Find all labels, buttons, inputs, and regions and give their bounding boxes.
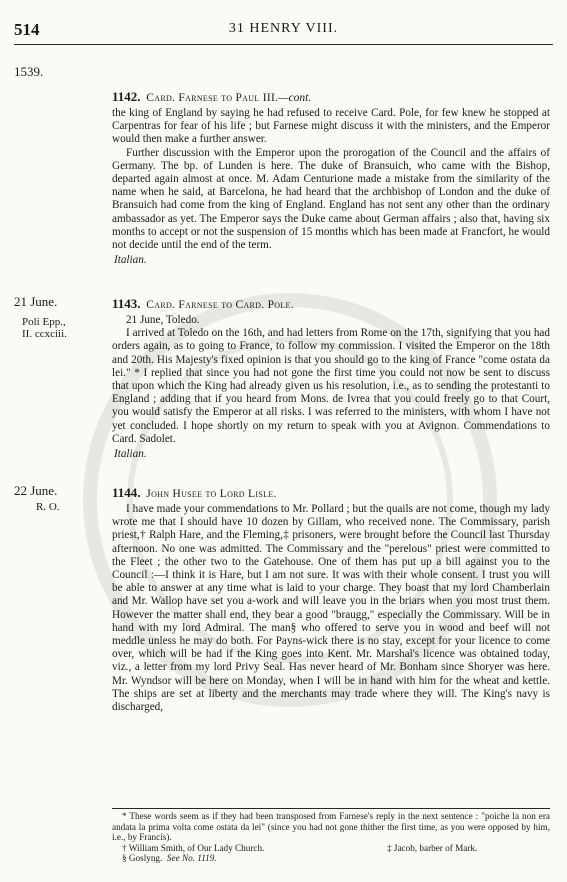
footnote-ddagger: ‡ Jacob, barber of Mark. bbox=[387, 842, 478, 853]
footnote-section bbox=[112, 853, 550, 864]
entry-title: John Husee to Lord Lisle. bbox=[146, 488, 277, 500]
entry-number: 1142. bbox=[112, 89, 141, 104]
entry-number: 1143. bbox=[112, 296, 141, 311]
footnote-rule bbox=[112, 808, 550, 809]
entry-title: Card. Farnese to Card. Pole. bbox=[146, 299, 294, 311]
margin-date: 22 June. bbox=[14, 483, 58, 498]
paragraph: I have made your commendations to Mr. Pollard ; but the quails are not come, though my lady wrote me that I should have 10 dozen by Gillam, who received none. The Commissary, parish priest,† Ralph Hare, and the Fleming,‡ prisoners, were brought before the Council last Thursday afternoon. No one was admitted. The Commissary and the "perelous" priest were committed to the Fleet ; the other two to the Gatehouse. One of them has put up a bill against you to the Council :—I think it is Hare, but I am not sure. It was with their whole consent. I trust you will be able to answer at any time what is laid to your charge. They boast that my lord Chamberlain and Mr. Wallop have set you a-work and will leave you in the briars when you most trust them. However the matter shall end, they bear a good "braugg," especially the Commissary. Will be in hand with my lord Admiral. The man§ who offered to serve you in wood and beef will not meddle unless he may do both. For Payns-wick there is no stay, except for your licence to come over, which will be had if the King goes into Kent. Mr. Marshal's licence was obtained today, viz., a letter from my lord Privy Seal. Has never heard of Mr. Bonham since Shoryer was here. Mr. Wyndsor will be here on Monday, when I will be in hand with him for the wheat and kettle. The ships are set at liberty and the merchants may trade where they will. The King's navy is discharged, bbox=[112, 503, 550, 714]
margin-year: 1539. bbox=[14, 64, 44, 79]
entry-1144 bbox=[112, 486, 550, 714]
margin-ref: Poli Epp., bbox=[22, 316, 66, 328]
entry-heading bbox=[112, 90, 550, 105]
running-header bbox=[14, 20, 553, 42]
margin-date: 21 June. bbox=[14, 294, 58, 309]
footnote-row bbox=[112, 843, 550, 854]
footnote-section-ref: See No. 1119. bbox=[166, 853, 217, 864]
margin-ref: II. ccxciii. bbox=[22, 328, 67, 340]
entry-1143 bbox=[112, 297, 550, 461]
language-note: Italian. bbox=[114, 254, 147, 267]
footnote-dagger: † William Smith, of Our Lady Church. bbox=[122, 842, 265, 853]
margin-ref: R. O. bbox=[36, 501, 60, 513]
paragraph: Further discussion with the Emperor upon the prorogation of the Council and the affairs of Germany. The bp. of Lunden is here. The duke of Bransuich, who came with the Bishop, departed again almost at once. M. Adam Centurione made a mistake from the similarity of the name when he said, at Barcelona, he had heard that the archbishop of London and the duke of Bransuich had come from the king of England. England has not sent any other than the ordinary ambassador as yet. The Emperor says the Duke came about German affairs ; also that, having six months to accept or not the suspension of 15 months which has been made at Francfort, he would not decide until the end of the term. bbox=[112, 146, 550, 252]
entry-title: Card. Farnese to Paul III. bbox=[146, 92, 279, 104]
language-note: Italian. bbox=[114, 448, 147, 461]
footnote-star: * These words seem as if they had been transposed from Farnese's reply in the next sentence : "poiche la non era andata la prima volta come ostata da lei" (since you had not gone thither the first time, as you were opposed by him, i.e., by Francis). bbox=[112, 811, 550, 843]
entry-heading bbox=[112, 297, 550, 312]
margin-note bbox=[14, 296, 104, 340]
entry-number: 1144. bbox=[112, 485, 141, 500]
running-title: 31 HENRY VIII. bbox=[228, 21, 339, 36]
dateline: 21 June, Toledo. bbox=[126, 314, 200, 326]
entry-1142 bbox=[112, 90, 550, 267]
margin-note bbox=[14, 485, 104, 513]
entry-heading bbox=[112, 486, 550, 501]
paragraph: the king of England by saying he had refused to receive Card. Pole, for few knew he stopped at Carpentras for fear of his life ; but Farnese might discuss it with the ministers, and the Emperor would then make a further answer. bbox=[112, 107, 550, 146]
header-rule bbox=[14, 44, 553, 45]
footnotes bbox=[112, 811, 550, 864]
margin-note bbox=[14, 66, 104, 78]
entry-cont: —cont. bbox=[278, 92, 312, 104]
paragraph: I arrived at Toledo on the 16th, and had letters from Rome on the 17th, signifying that you had orders again, as to going to France, to follow my commission. I visited the Emperor on the 18th and 20th. His Majesty's fixed opinion is that you should go to the king of France "come ostata da lei." * I replied that since you had not gone the first time you could not now be sent to discuss that upon which the King had already given us his resolution, i.e., as to sending the protestanti to England ; adding that if you heard from Mons. de Ivrea that you could freely go to that Court, you would satisfy the Emperor at all risks. I was referred to the ministers, with whom I have not yet concluded. I hope shortly on my return to speak with you at Avignon. Commendations to Card. Sadolet. bbox=[112, 327, 550, 445]
footnote-section-text: § Goslyng. bbox=[122, 853, 163, 864]
page-number: 514 bbox=[14, 20, 40, 39]
